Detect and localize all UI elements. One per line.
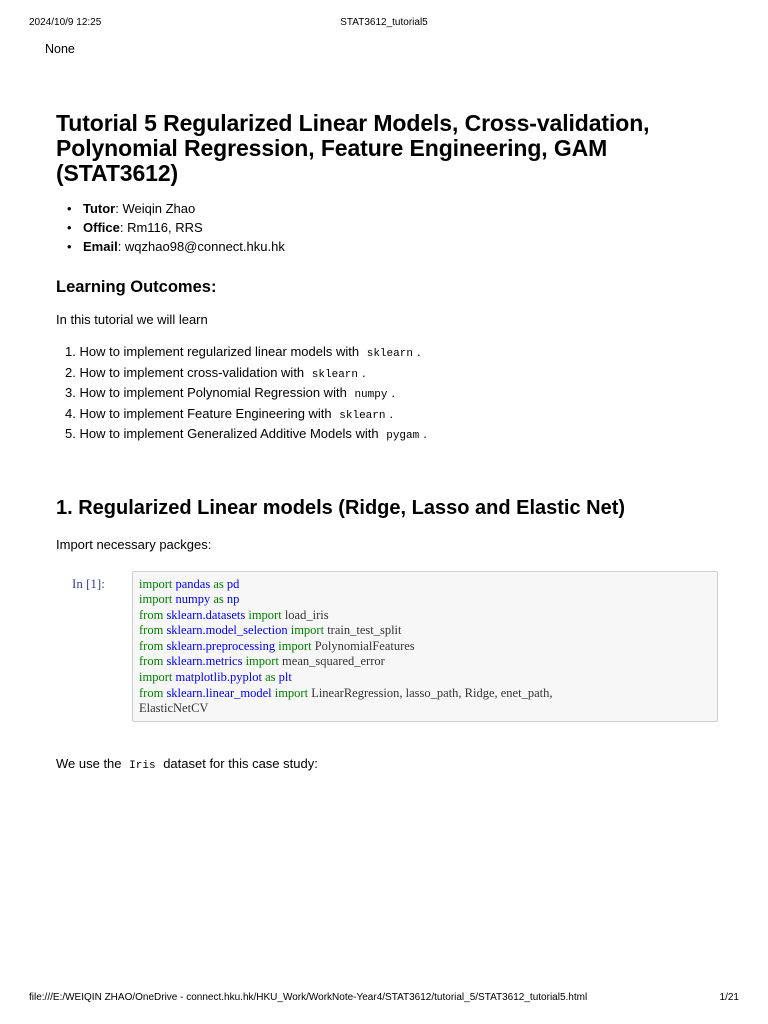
info-tutor: • Tutor: Weiqin Zhao [56, 199, 726, 218]
print-footer [29, 992, 739, 1006]
code-line: from sklearn.model_selection import train_test_split [139, 623, 402, 638]
print-date: 2024/10/9 12:25 [29, 17, 102, 28]
code-line: import matplotlib.pyplot as plt [139, 670, 292, 685]
list-item: 2. How to implement cross-validation with sklearn . [65, 364, 366, 381]
packages-text: Import necessary packges: [56, 536, 212, 552]
code-line: from sklearn.datasets import load_iris [139, 607, 329, 622]
print-header [29, 17, 739, 31]
file-path: file:///E:/WEIQIN ZHAO/OneDrive - connect.hku.hk/HKU_Work/WorkNote-Year4/STAT3612/tutorial_5/STAT3612_tutorial5.html [29, 992, 588, 1003]
page-title: Tutorial 5 Regularized Linear Models, Cross-validation, Polynomial Regression, Feature Engineering, GAM (STAT3612) [56, 110, 650, 186]
list-item: 3. How to implement Polynomial Regression with numpy . [65, 385, 396, 401]
notebook-content [56, 111, 726, 772]
page-number: 1/21 [719, 992, 739, 1003]
intro-text: In this tutorial we will learn [56, 312, 208, 327]
code-line: from sklearn.linear_model import LinearRegression, lasso_path, Ridge, enet_path, [139, 685, 553, 700]
learning-outcomes-heading: Learning Outcomes: [56, 278, 217, 296]
code-line: ElasticNetCV [139, 701, 209, 716]
info-email: • Email: wqzhao98@connect.hku.hk [56, 237, 726, 256]
code-line: from sklearn.preprocessing import PolynomialFeatures [139, 638, 415, 653]
code-line: import pandas as pd [139, 576, 240, 591]
print-title: STAT3612_tutorial5 [340, 17, 428, 28]
cell-prompt: In [1]: [72, 575, 105, 591]
info-office: • Office: Rm116, RRS [56, 218, 726, 237]
list-item: 5. How to implement Generalized Additive Models with pygam . [65, 426, 427, 442]
code-cell [56, 571, 726, 722]
outcomes-list [56, 343, 726, 446]
code-input[interactable] [132, 571, 718, 722]
code-line: from sklearn.metrics import mean_squared_error [139, 654, 385, 669]
cell-output-none: None [45, 42, 75, 56]
contact-info-list [56, 199, 726, 256]
list-item: 4. How to implement Feature Engineering with sklearn . [65, 405, 394, 422]
section-heading: 1. Regularized Linear models (Ridge, Lasso and Elastic Net) [56, 496, 626, 519]
code-line: import numpy as np [139, 592, 240, 607]
list-item: 1. How to implement regularized linear models with sklearn . [65, 344, 421, 360]
dataset-text: We use the Iris dataset for this case study: [56, 755, 318, 772]
